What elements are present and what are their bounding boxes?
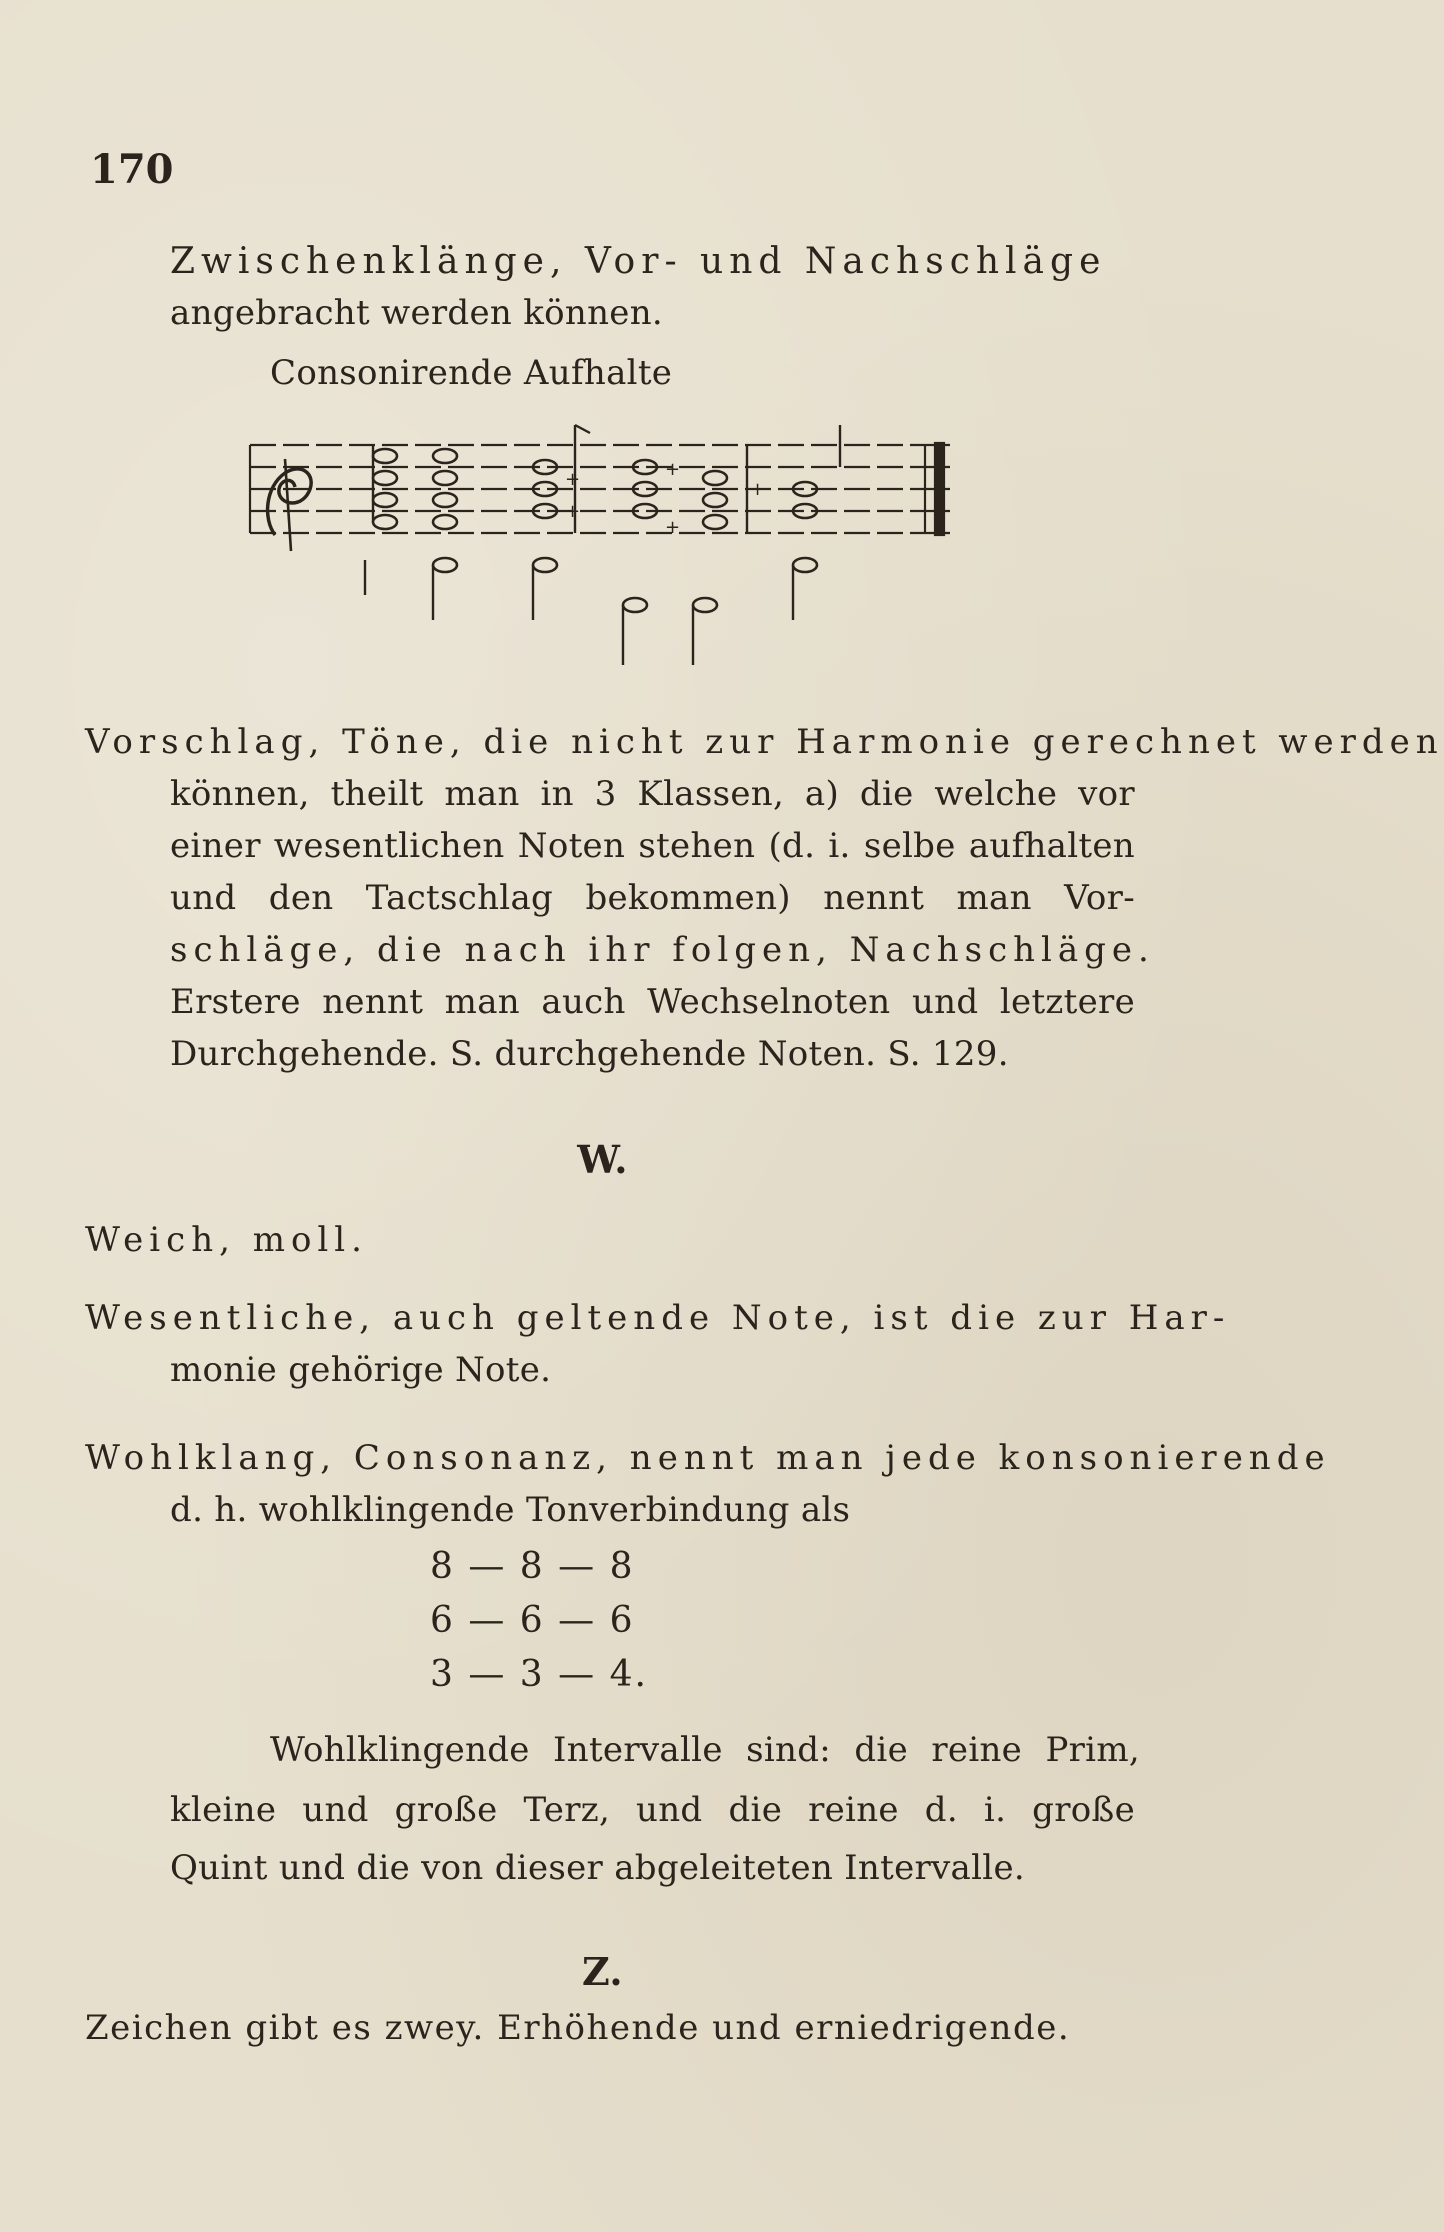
- entry-weich: Weich, moll.: [85, 1220, 368, 1260]
- entry-wesentliche-line-1: Wesentliche, auch geltende Note, ist die zur Har-: [85, 1298, 1231, 1338]
- interval-row-3: 3 — 3 — 4.: [430, 1654, 648, 1695]
- entry-zeichen: Zeichen gibt es zwey. Erhöhende und erniedrigende.: [85, 2008, 1071, 2048]
- entry-wohlklang-line-1: Wohlklang, Consonanz, nennt man jede konsonierende: [85, 1438, 1331, 1478]
- wohlklingende-line-2: kleine und große Terz, und die reine d. i. große: [170, 1790, 1135, 1830]
- svg-text:+: +: [665, 517, 681, 538]
- svg-text:+: +: [565, 469, 581, 490]
- interval-row-1: 8 — 8 — 8: [430, 1546, 635, 1587]
- page-number: 170: [90, 146, 174, 193]
- wohlklingende-line-3: Quint und die von dieser abgeleiteten Intervalle.: [170, 1848, 1026, 1888]
- entry-vorschlag-line-1: Vorschlag, Töne, die nicht zur Harmonie gerechnet werden: [85, 722, 1444, 762]
- music-notation-example: [245, 415, 965, 690]
- intro-line-2: angebracht werden können.: [170, 293, 664, 333]
- entry-wohlklang-line-2: d. h. wohlklingende Tonverbindung als: [170, 1490, 851, 1530]
- section-heading-w: W.: [577, 1137, 628, 1182]
- entry-vorschlag-line-5: schläge, die nach ihr folgen, Nachschläge.: [170, 930, 1155, 970]
- svg-text:+: +: [750, 479, 766, 500]
- entry-vorschlag-line-4: und den Tactschlag bekommen) nennt man Vor-: [170, 878, 1135, 918]
- wohlklingende-line-1: Wohlklingende Intervalle sind: die reine Prim,: [270, 1730, 1140, 1770]
- interval-row-2: 6 — 6 — 6: [430, 1600, 635, 1641]
- svg-text:+: +: [665, 459, 681, 480]
- entry-vorschlag-line-2: können, theilt man in 3 Klassen, a) die welche vor: [170, 774, 1135, 814]
- section-heading-z: Z.: [582, 1949, 623, 1994]
- example-caption: Consonirende Aufhalte: [270, 353, 673, 393]
- entry-vorschlag-line-3: einer wesentlichen Noten stehen (d. i. selbe aufhalten: [170, 826, 1135, 866]
- intro-line-1: Zwischenklänge, Vor- und Nachschläge: [170, 241, 1107, 282]
- svg-text:+: +: [565, 501, 581, 522]
- entry-vorschlag-line-7: Durchgehende. S. durchgehende Noten. S. 129.: [170, 1034, 1009, 1074]
- entry-vorschlag-line-6: Erstere nennt man auch Wechselnoten und letztere: [170, 982, 1135, 1022]
- entry-wesentliche-line-2: monie gehörige Note.: [170, 1350, 552, 1390]
